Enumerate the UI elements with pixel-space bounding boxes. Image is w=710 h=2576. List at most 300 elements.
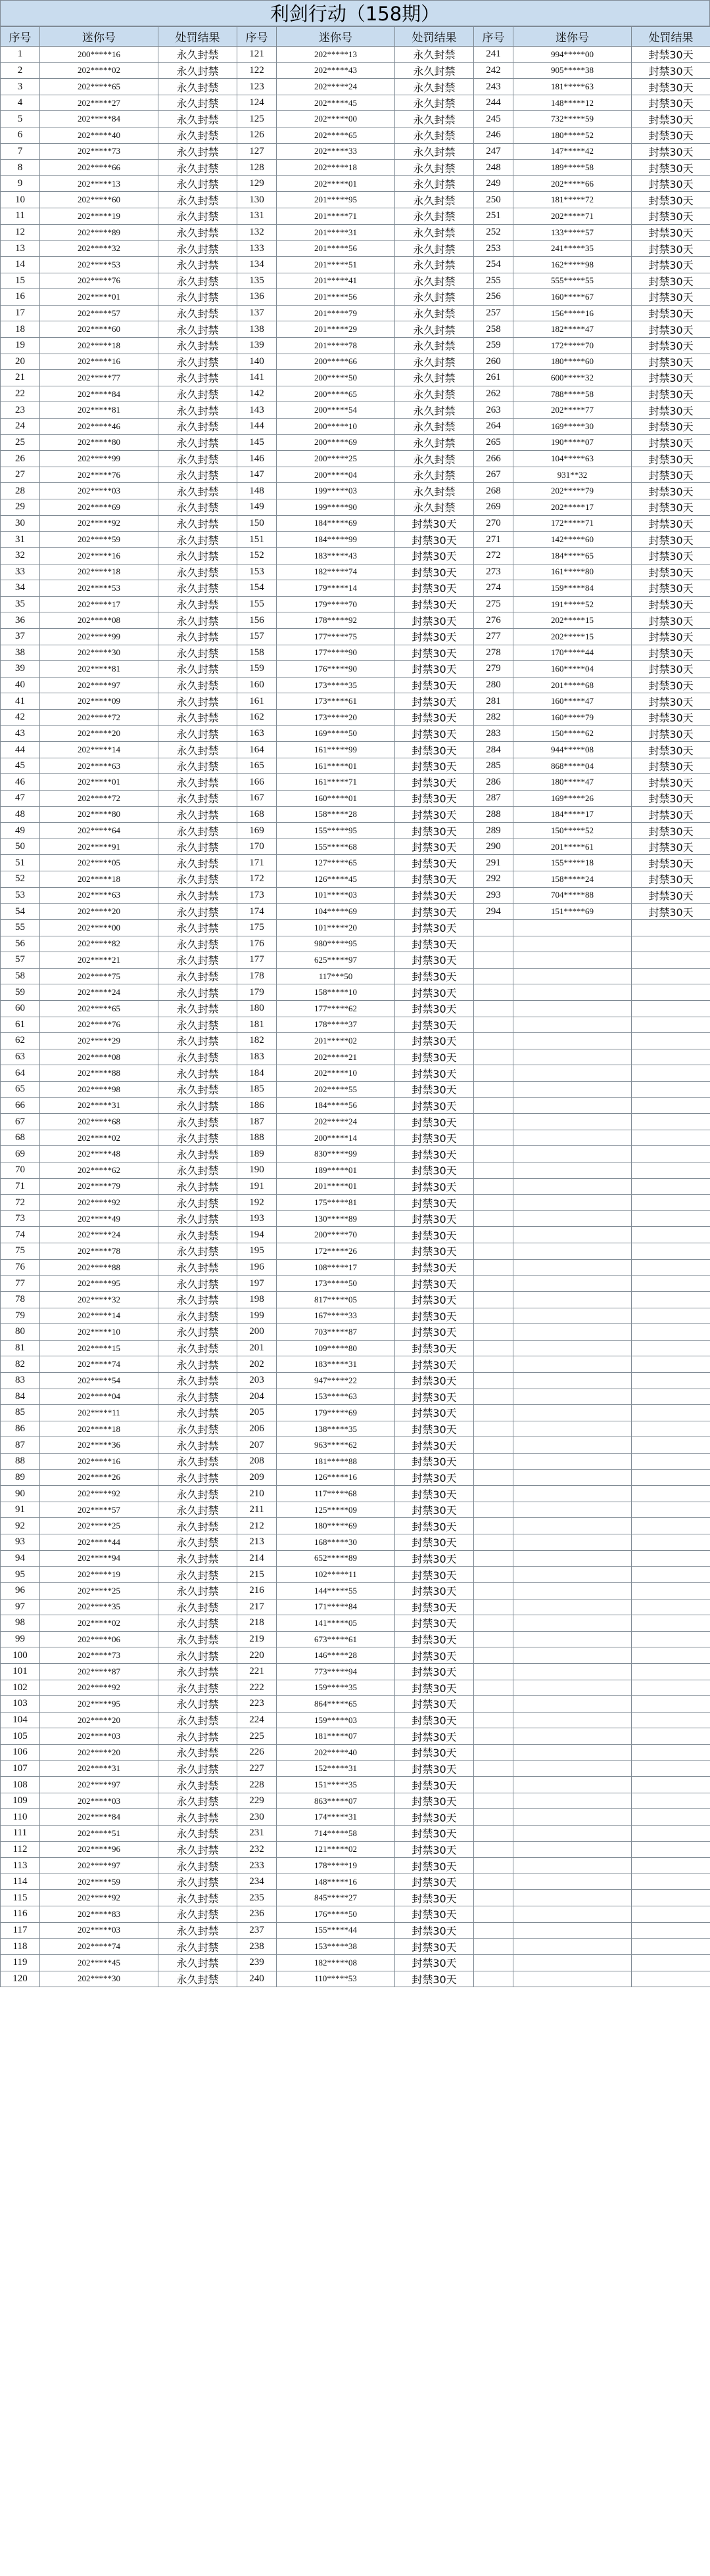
record-mini-id: 202*****73 [40, 1647, 158, 1664]
record-penalty: 封禁30天 [632, 354, 710, 370]
record-penalty: 永久封禁 [158, 1210, 237, 1227]
empty-cell [513, 1550, 632, 1567]
record-mini-id: 202*****32 [40, 1291, 158, 1308]
empty-cell [632, 1162, 710, 1179]
record-index: 273 [474, 564, 513, 580]
record-mini-id: 845*****27 [277, 1890, 395, 1906]
empty-cell [513, 1421, 632, 1437]
table-row [1, 337, 710, 354]
record-penalty: 封禁30天 [632, 612, 710, 629]
record-penalty: 封禁30天 [395, 1971, 474, 1987]
record-index: 142 [237, 386, 277, 402]
record-penalty: 永久封禁 [158, 612, 237, 629]
record-mini-id: 202*****40 [277, 1744, 395, 1760]
record-index: 33 [1, 564, 40, 580]
record-index: 194 [237, 1227, 277, 1243]
record-index: 292 [474, 871, 513, 888]
record-penalty: 封禁30天 [395, 1162, 474, 1179]
record-mini-id: 202*****30 [40, 1971, 158, 1987]
empty-cell [474, 1582, 513, 1599]
record-penalty: 永久封禁 [395, 483, 474, 499]
record-index: 243 [474, 79, 513, 95]
record-index: 266 [474, 451, 513, 467]
record-mini-id: 200*****54 [277, 402, 395, 419]
record-penalty: 永久封禁 [158, 1178, 237, 1195]
record-penalty: 封禁30天 [395, 1082, 474, 1098]
record-penalty: 封禁30天 [632, 160, 710, 176]
record-index: 34 [1, 580, 40, 597]
record-mini-id: 202*****32 [40, 241, 158, 257]
record-index: 173 [237, 887, 277, 904]
record-mini-id: 172*****70 [513, 337, 632, 354]
record-penalty: 封禁30天 [395, 806, 474, 823]
table-row [1, 758, 710, 774]
record-index: 274 [474, 580, 513, 597]
table-row [1, 1680, 710, 1696]
header-mini-id: 迷你号 [277, 27, 395, 47]
record-mini-id: 175*****81 [277, 1195, 395, 1211]
empty-cell [632, 1809, 710, 1826]
empty-cell [632, 1582, 710, 1599]
record-penalty: 永久封禁 [158, 370, 237, 386]
record-penalty: 封禁30天 [395, 1922, 474, 1939]
table-row [1, 1906, 710, 1923]
empty-cell [632, 1890, 710, 1906]
record-index: 60 [1, 1000, 40, 1017]
record-mini-id: 202*****10 [277, 1065, 395, 1082]
table-row [1, 612, 710, 629]
record-penalty: 永久封禁 [158, 1890, 237, 1906]
empty-cell [632, 1421, 710, 1437]
record-penalty: 永久封禁 [158, 224, 237, 241]
record-mini-id: 202*****13 [40, 175, 158, 192]
empty-cell [513, 1858, 632, 1874]
record-mini-id: 171*****84 [277, 1599, 395, 1615]
record-mini-id: 202*****92 [40, 1680, 158, 1696]
table-row [1, 1259, 710, 1276]
table-row [1, 1826, 710, 1842]
record-index: 116 [1, 1906, 40, 1923]
record-mini-id: 127*****65 [277, 855, 395, 871]
empty-cell [513, 919, 632, 936]
record-index: 52 [1, 871, 40, 888]
record-penalty: 永久封禁 [158, 1826, 237, 1842]
empty-cell [474, 1000, 513, 1017]
record-mini-id: 202*****29 [40, 1033, 158, 1049]
empty-cell [513, 1712, 632, 1728]
record-index: 278 [474, 645, 513, 661]
record-mini-id: 155*****44 [277, 1922, 395, 1939]
record-penalty: 永久封禁 [158, 1308, 237, 1324]
record-mini-id: 202*****92 [40, 1486, 158, 1502]
record-index: 208 [237, 1454, 277, 1470]
record-index: 89 [1, 1469, 40, 1486]
empty-cell [632, 1178, 710, 1195]
record-index: 78 [1, 1291, 40, 1308]
record-penalty: 永久封禁 [158, 160, 237, 176]
empty-cell [474, 1065, 513, 1082]
record-mini-id: 202*****31 [40, 1097, 158, 1114]
record-index: 14 [1, 256, 40, 273]
record-index: 90 [1, 1486, 40, 1502]
empty-cell [513, 1954, 632, 1971]
empty-cell [513, 1809, 632, 1826]
table-row [1, 1017, 710, 1033]
record-mini-id: 931**32 [513, 467, 632, 483]
header-penalty: 处罚结果 [158, 27, 237, 47]
record-mini-id: 202*****03 [40, 483, 158, 499]
record-penalty: 封禁30天 [395, 1486, 474, 1502]
record-mini-id: 201*****02 [277, 1033, 395, 1049]
empty-cell [474, 1405, 513, 1421]
record-index: 59 [1, 984, 40, 1001]
record-index: 108 [1, 1777, 40, 1793]
record-index: 143 [237, 402, 277, 419]
table-row [1, 1615, 710, 1632]
record-penalty: 封禁30天 [395, 564, 474, 580]
record-mini-id: 161*****80 [513, 564, 632, 580]
record-mini-id: 202*****02 [40, 62, 158, 79]
record-mini-id: 146*****28 [277, 1647, 395, 1664]
record-penalty: 永久封禁 [158, 1405, 237, 1421]
record-index: 13 [1, 241, 40, 257]
empty-cell [474, 1744, 513, 1760]
record-penalty: 永久封禁 [158, 1680, 237, 1696]
empty-cell [474, 1696, 513, 1713]
record-mini-id: 863*****07 [277, 1793, 395, 1809]
table-row [1, 725, 710, 742]
record-index: 120 [1, 1971, 40, 1987]
record-mini-id: 202*****14 [40, 742, 158, 758]
empty-cell [474, 1615, 513, 1632]
empty-cell [513, 1114, 632, 1130]
record-index: 129 [237, 175, 277, 192]
record-penalty: 永久封禁 [395, 402, 474, 419]
record-mini-id: 202*****96 [40, 1841, 158, 1858]
record-penalty: 永久封禁 [395, 499, 474, 516]
record-index: 239 [237, 1954, 277, 1971]
record-mini-id: 202*****03 [40, 1793, 158, 1809]
record-penalty: 封禁30天 [395, 919, 474, 936]
record-mini-id: 202*****02 [40, 1615, 158, 1632]
record-index: 271 [474, 532, 513, 548]
empty-cell [632, 1000, 710, 1017]
record-index: 148 [237, 483, 277, 499]
record-mini-id: 202*****24 [277, 79, 395, 95]
record-index: 252 [474, 224, 513, 241]
record-index: 105 [1, 1728, 40, 1745]
record-index: 211 [237, 1502, 277, 1518]
table-row [1, 693, 710, 710]
table-row [1, 1631, 710, 1647]
empty-cell [632, 968, 710, 984]
empty-cell [513, 1308, 632, 1324]
record-mini-id: 202*****40 [40, 127, 158, 144]
record-mini-id: 202*****97 [40, 1858, 158, 1874]
empty-cell [474, 1049, 513, 1065]
empty-cell [632, 1146, 710, 1162]
record-penalty: 封禁30天 [632, 467, 710, 483]
table-row [1, 1793, 710, 1809]
record-mini-id: 963*****62 [277, 1437, 395, 1454]
record-index: 209 [237, 1469, 277, 1486]
empty-cell [474, 1340, 513, 1356]
empty-cell [632, 1276, 710, 1292]
record-index: 11 [1, 208, 40, 225]
record-penalty: 永久封禁 [158, 1454, 237, 1470]
record-penalty: 永久封禁 [158, 1000, 237, 1017]
record-index: 58 [1, 968, 40, 984]
record-penalty: 永久封禁 [158, 1922, 237, 1939]
record-mini-id: 202*****21 [40, 952, 158, 969]
record-index: 244 [474, 95, 513, 111]
record-penalty: 封禁30天 [632, 143, 710, 160]
record-penalty: 封禁30天 [395, 693, 474, 710]
empty-cell [632, 1033, 710, 1049]
record-penalty: 永久封禁 [158, 1631, 237, 1647]
table-row [1, 791, 710, 807]
record-mini-id: 202*****04 [40, 1389, 158, 1405]
table-row [1, 95, 710, 111]
record-penalty: 封禁30天 [395, 612, 474, 629]
record-mini-id: 202*****45 [40, 1954, 158, 1971]
record-index: 135 [237, 273, 277, 289]
record-mini-id: 101*****20 [277, 919, 395, 936]
table-row [1, 1308, 710, 1324]
record-mini-id: 202*****05 [40, 855, 158, 871]
empty-cell [474, 1372, 513, 1389]
record-penalty: 永久封禁 [158, 628, 237, 645]
record-index: 147 [237, 467, 277, 483]
sheet-title: 利剑行动（158期） [0, 0, 710, 26]
empty-cell [474, 1826, 513, 1842]
record-mini-id: 202*****54 [40, 1372, 158, 1389]
record-index: 235 [237, 1890, 277, 1906]
record-mini-id: 202*****64 [40, 823, 158, 839]
record-penalty: 永久封禁 [158, 1291, 237, 1308]
record-mini-id: 202*****75 [40, 968, 158, 984]
table-row [1, 1534, 710, 1551]
record-index: 131 [237, 208, 277, 225]
record-penalty: 封禁30天 [632, 241, 710, 257]
record-index: 100 [1, 1647, 40, 1664]
empty-cell [632, 1356, 710, 1373]
table-row [1, 984, 710, 1001]
record-mini-id: 141*****05 [277, 1615, 395, 1632]
record-mini-id: 183*****31 [277, 1356, 395, 1373]
empty-cell [474, 1195, 513, 1211]
table-row [1, 1712, 710, 1728]
record-penalty: 永久封禁 [158, 1615, 237, 1632]
record-penalty: 永久封禁 [158, 887, 237, 904]
record-mini-id: 133*****57 [513, 224, 632, 241]
empty-cell [513, 1130, 632, 1146]
record-mini-id: 202*****03 [40, 1728, 158, 1745]
empty-cell [632, 1777, 710, 1793]
table-row [1, 628, 710, 645]
record-mini-id: 126*****16 [277, 1469, 395, 1486]
record-penalty: 永久封禁 [158, 1195, 237, 1211]
record-mini-id: 202*****63 [40, 758, 158, 774]
record-index: 184 [237, 1065, 277, 1082]
table-row [1, 742, 710, 758]
record-index: 18 [1, 321, 40, 338]
empty-cell [474, 1454, 513, 1470]
table-row [1, 1437, 710, 1454]
table-row [1, 1421, 710, 1437]
table-row [1, 1486, 710, 1502]
record-index: 181 [237, 1017, 277, 1033]
empty-cell [513, 1097, 632, 1114]
record-mini-id: 202*****16 [40, 547, 158, 564]
record-mini-id: 200*****14 [277, 1130, 395, 1146]
record-penalty: 封禁30天 [395, 645, 474, 661]
record-index: 132 [237, 224, 277, 241]
record-penalty: 永久封禁 [158, 1502, 237, 1518]
record-index: 204 [237, 1389, 277, 1405]
record-index: 79 [1, 1308, 40, 1324]
empty-cell [632, 1760, 710, 1777]
empty-cell [474, 1567, 513, 1583]
record-mini-id: 773*****94 [277, 1663, 395, 1680]
record-mini-id: 202*****78 [40, 1243, 158, 1260]
record-mini-id: 202*****99 [40, 451, 158, 467]
record-index: 279 [474, 661, 513, 678]
record-penalty: 封禁30天 [632, 725, 710, 742]
record-mini-id: 202*****65 [40, 79, 158, 95]
empty-cell [632, 1324, 710, 1341]
record-index: 216 [237, 1582, 277, 1599]
record-index: 284 [474, 742, 513, 758]
record-penalty: 永久封禁 [158, 419, 237, 435]
record-mini-id: 121*****02 [277, 1841, 395, 1858]
record-index: 260 [474, 354, 513, 370]
record-penalty: 封禁30天 [632, 305, 710, 321]
record-penalty: 永久封禁 [158, 1259, 237, 1276]
record-penalty: 永久封禁 [158, 742, 237, 758]
record-penalty: 永久封禁 [158, 1469, 237, 1486]
table-row [1, 1454, 710, 1470]
empty-cell [632, 1469, 710, 1486]
record-penalty: 封禁30天 [395, 1227, 474, 1243]
record-mini-id: 173*****20 [277, 709, 395, 725]
table-row [1, 1971, 710, 1987]
record-penalty: 封禁30天 [395, 887, 474, 904]
table-row [1, 1082, 710, 1098]
table-row [1, 1858, 710, 1874]
empty-cell [632, 952, 710, 969]
record-penalty: 永久封禁 [158, 175, 237, 192]
empty-cell [474, 1162, 513, 1179]
record-mini-id: 161*****71 [277, 774, 395, 791]
record-mini-id: 168*****30 [277, 1534, 395, 1551]
record-penalty: 永久封禁 [158, 62, 237, 79]
empty-cell [513, 1486, 632, 1502]
record-mini-id: 155*****68 [277, 839, 395, 855]
record-penalty: 封禁30天 [395, 628, 474, 645]
record-penalty: 永久封禁 [158, 806, 237, 823]
record-index: 137 [237, 305, 277, 321]
table-row [1, 1162, 710, 1179]
record-penalty: 封禁30天 [632, 256, 710, 273]
record-penalty: 封禁30天 [632, 806, 710, 823]
record-index: 65 [1, 1082, 40, 1098]
table-row [1, 467, 710, 483]
empty-cell [474, 1130, 513, 1146]
record-index: 291 [474, 855, 513, 871]
record-mini-id: 177*****90 [277, 645, 395, 661]
record-mini-id: 147*****42 [513, 143, 632, 160]
record-mini-id: 202*****76 [40, 467, 158, 483]
record-index: 25 [1, 434, 40, 451]
record-penalty: 永久封禁 [158, 1486, 237, 1502]
record-mini-id: 184*****56 [277, 1097, 395, 1114]
record-penalty: 永久封禁 [158, 1227, 237, 1243]
record-index: 227 [237, 1760, 277, 1777]
record-index: 44 [1, 742, 40, 758]
record-penalty: 封禁30天 [395, 1647, 474, 1664]
record-mini-id: 159*****84 [513, 580, 632, 597]
record-index: 275 [474, 596, 513, 612]
record-index: 68 [1, 1130, 40, 1146]
record-mini-id: 172*****26 [277, 1243, 395, 1260]
empty-cell [632, 1550, 710, 1567]
record-index: 217 [237, 1599, 277, 1615]
empty-cell [474, 1680, 513, 1696]
record-index: 140 [237, 354, 277, 370]
record-index: 265 [474, 434, 513, 451]
record-mini-id: 202*****55 [277, 1082, 395, 1098]
record-penalty: 封禁30天 [632, 564, 710, 580]
record-index: 46 [1, 774, 40, 791]
record-index: 93 [1, 1534, 40, 1551]
record-mini-id: 202*****18 [40, 1421, 158, 1437]
record-penalty: 永久封禁 [395, 451, 474, 467]
record-mini-id: 167*****33 [277, 1308, 395, 1324]
record-index: 123 [237, 79, 277, 95]
record-mini-id: 202*****35 [40, 1599, 158, 1615]
record-mini-id: 130*****89 [277, 1210, 395, 1227]
record-penalty: 永久封禁 [395, 95, 474, 111]
record-penalty: 永久封禁 [395, 224, 474, 241]
record-index: 37 [1, 628, 40, 645]
record-index: 178 [237, 968, 277, 984]
record-mini-id: 202*****44 [40, 1534, 158, 1551]
record-penalty: 封禁30天 [395, 661, 474, 678]
record-mini-id: 182*****08 [277, 1954, 395, 1971]
record-penalty: 永久封禁 [158, 273, 237, 289]
record-mini-id: 202*****13 [277, 47, 395, 63]
table-row [1, 677, 710, 693]
record-penalty: 永久封禁 [158, 1599, 237, 1615]
record-index: 168 [237, 806, 277, 823]
table-row [1, 839, 710, 855]
record-mini-id: 202*****19 [40, 1567, 158, 1583]
record-index: 81 [1, 1340, 40, 1356]
header-row [1, 27, 710, 47]
table-body [1, 47, 710, 1987]
record-index: 27 [1, 467, 40, 483]
table-row [1, 709, 710, 725]
record-mini-id: 202*****01 [40, 289, 158, 306]
empty-cell [632, 1049, 710, 1065]
record-index: 287 [474, 791, 513, 807]
record-penalty: 封禁30天 [632, 532, 710, 548]
record-index: 220 [237, 1647, 277, 1664]
record-mini-id: 160*****67 [513, 289, 632, 306]
record-mini-id: 202*****63 [40, 887, 158, 904]
record-penalty: 封禁30天 [632, 839, 710, 855]
